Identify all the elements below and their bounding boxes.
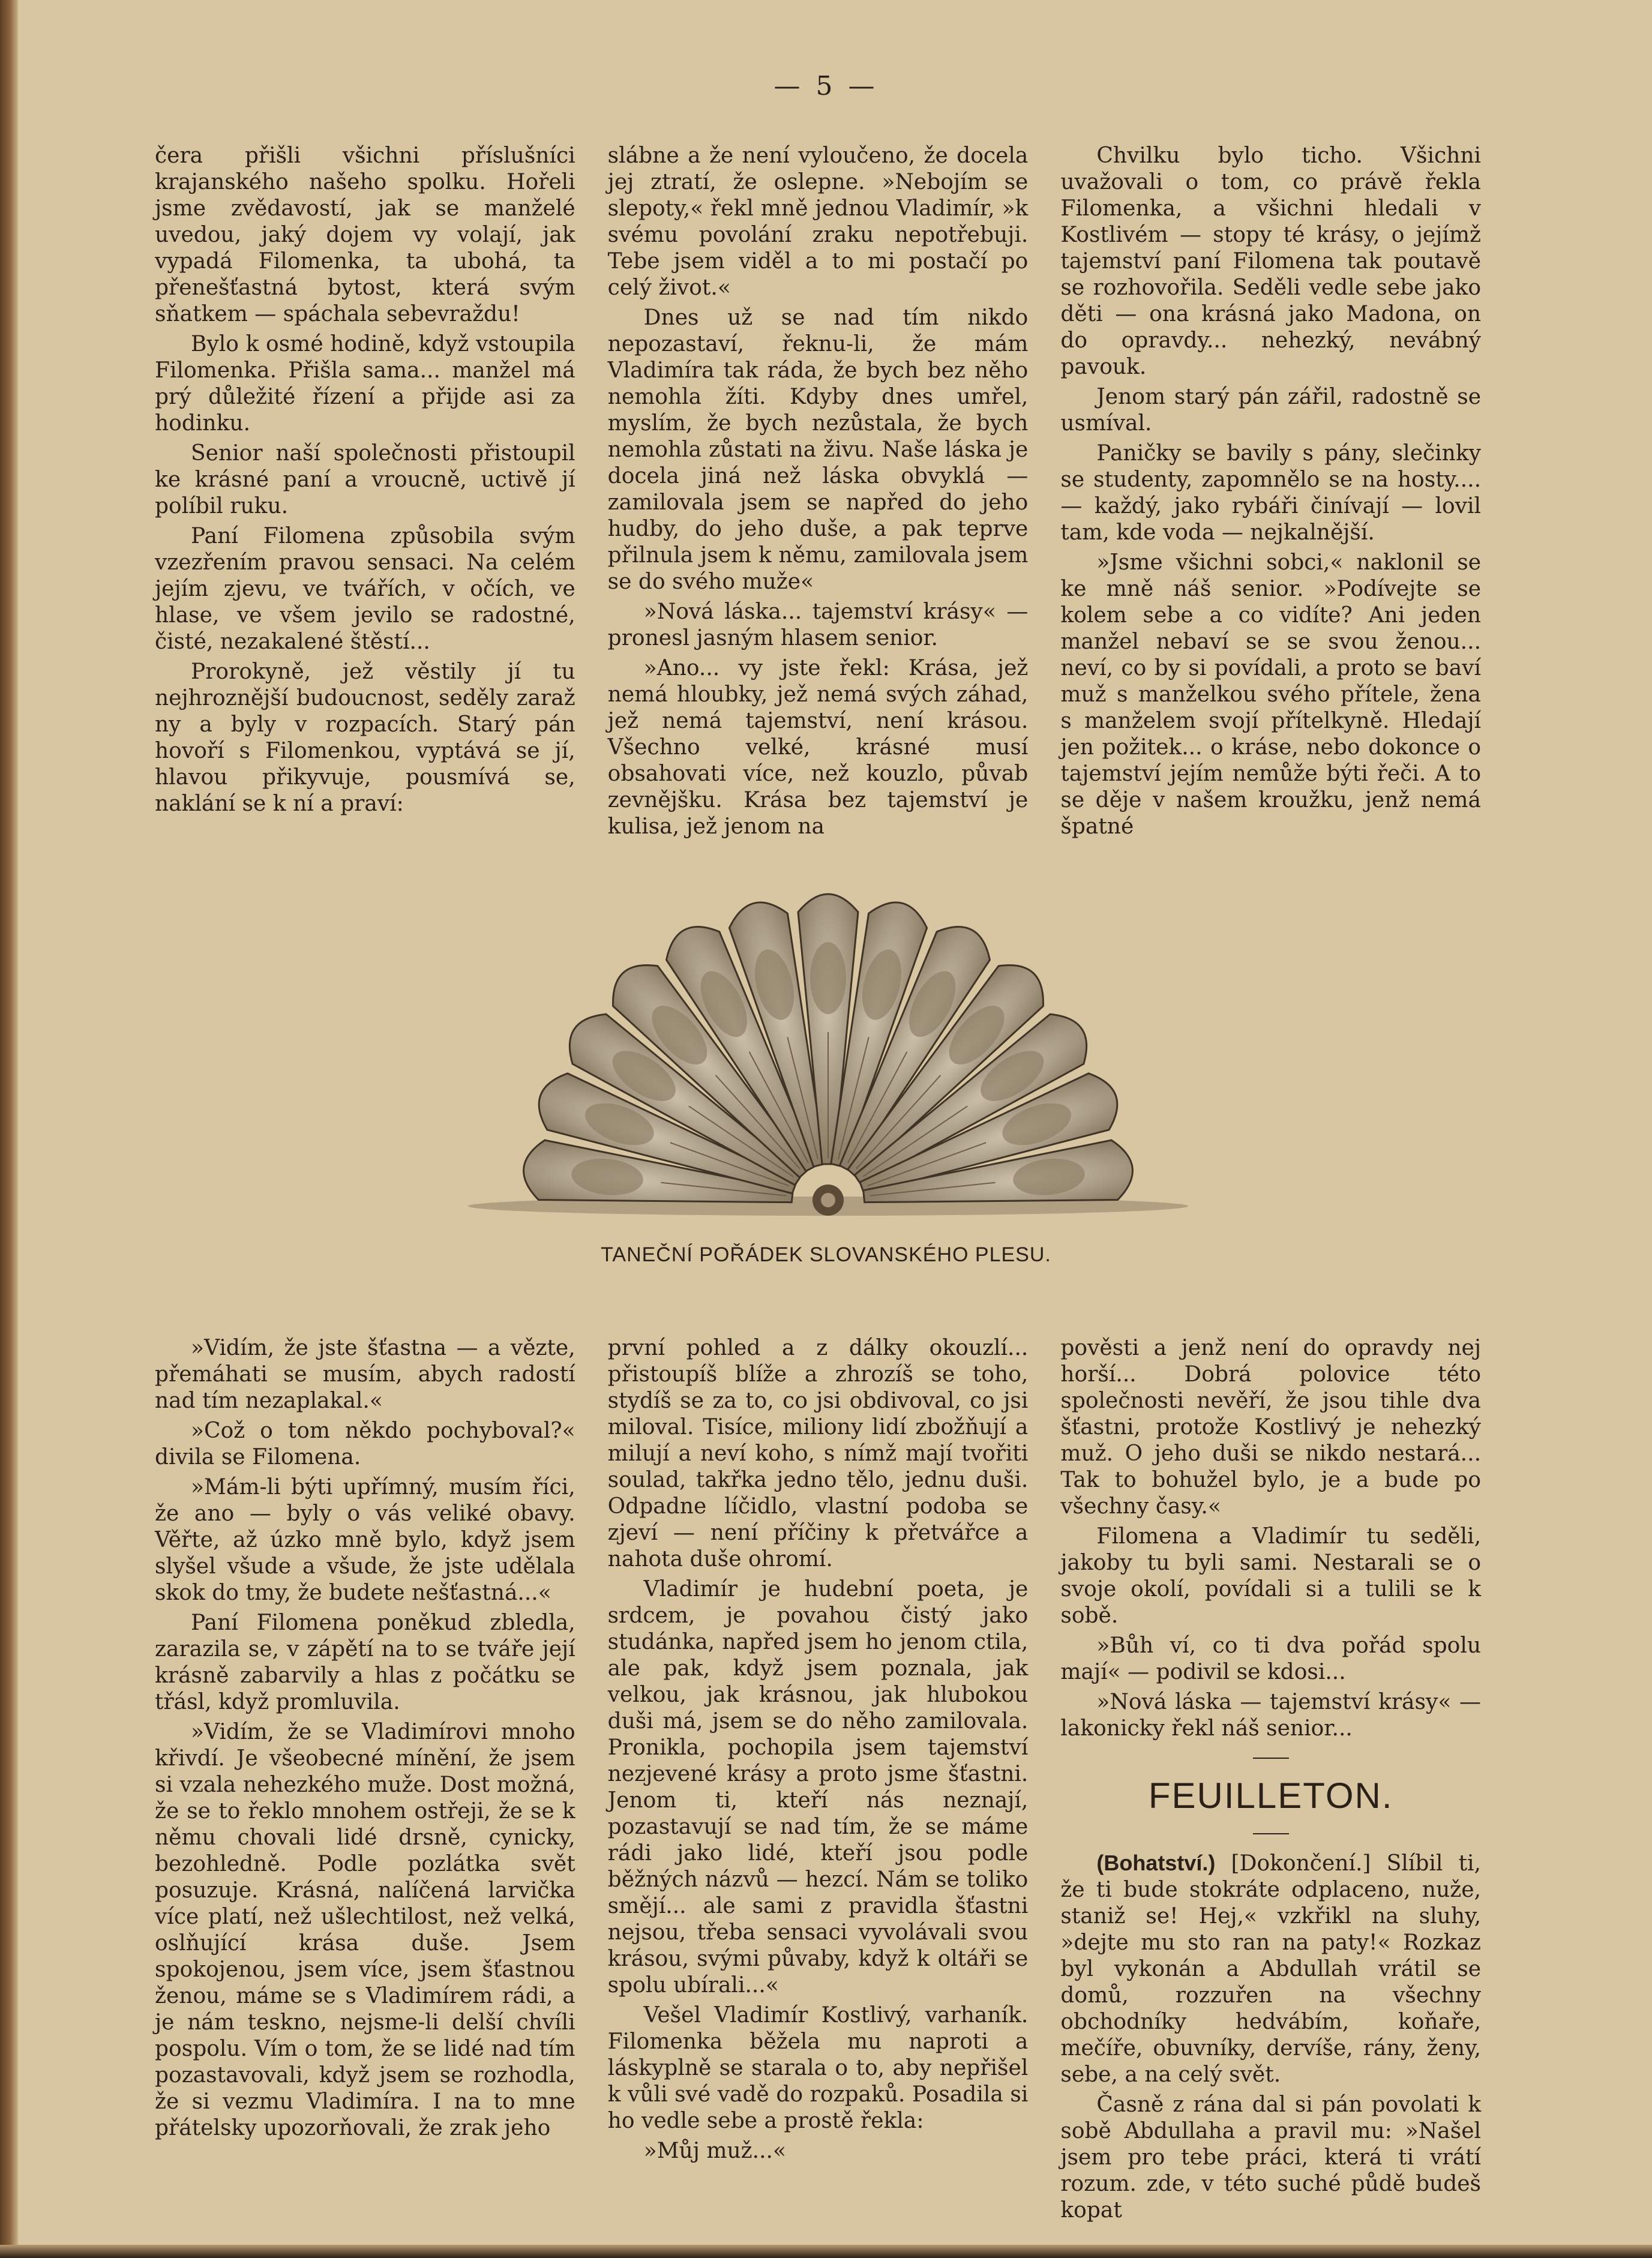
section-divider [1253,1758,1289,1759]
paragraph: Filomena a Vladimír tu seděli, jakoby tu byli sami. Nestarali se o svoje okolí, povídali si a tulili se k sobě. [1060,1524,1482,1628]
paragraph: »Mám-li býti upřímný, musím říci, že ano — byly o vás veliké obavy. Věřte, až úzko mně bylo, když jsem slyšel všude a všude, že jste udělala skok do tmy, že budete nešťastná...« [155,1475,575,1605]
top-columns [155,143,1482,839]
paragraph: »Bůh ví, co ti dva pořád spolu mají« — podivil se kdosi... [1060,1633,1482,1684]
paragraph: Paničky se bavily s pány, slečinky se studenty, zapomnělo se na hosty.... — každý, jako rybáři činívají — lovil tam, kde voda — nejkalnější. [1060,441,1482,545]
fan-image [444,846,1212,1218]
bottom-column-3 [1060,1335,1482,2223]
bottom-column-2 [608,1335,1029,2163]
feuilleton-heading: FEUILLETON. [1148,1776,1393,1816]
paragraph: Paní Filomena způsobila svým vzezřením pravou sensaci. Na celém jejím zjevu, ve tvářích, v očích, ve hlase, ve všem jevilo se radostné, čisté, nezakalené štěstí... [155,524,575,654]
paragraph: Chvilku bylo ticho. Všichni uvažovali o tom, co právě řekla Filomenka, a všichni hledali v Kostlivém — stopy té krásy, o jejímž tajemství paní Filomena tak poutavě se rozhovořila. Seděli vedle sebe jako děti — ona krásná jako Madona, on do opravdy... nehezký, nevábný pavouk. [1060,143,1482,379]
paragraph: »Vidím, že se Vladimírovi mnoho křivdí. Je všeobecné mínění, že jsem si vzala nehezkého muže. Dost možná, že se to řeklo mnohem ostřeji, že se k němu chovali lidé drsně, cynicky, bezohledně. Podle pozlátka svět posuzuje. Krásná, nalíčená larvička více platí, než ušlechtilost, než velká, oslňující krása duše. Jsem spokojenou, jsem více, jsem šťastnou ženou, máme se s Vladimírem rádi, a je nám teskno, nejsme-li delší chvíli pospolu. Vím o tom, že se lidé nad tím pozastavovali, když jsem se rozhodla, že si vezmu Vladimíra. I na to mne přátelsky upozorňovali, že zrak jeho [155,1720,575,2140]
paragraph: Paní Filomena poněkud zbledla, zarazila se, v zápětí na to se tváře její krásně zabarvily a hlas z počátku se třásl, když promluvila. [155,1611,575,1714]
paragraph: Jenom starý pán zářil, radostně se usmíval. [1060,385,1482,436]
feuilleton-continuation-note: [Dokončení.] [1231,1851,1371,1876]
paragraph: »Ano... vy jste řekl: Krása, jež nemá hloubky, jež nemá svých záhad, jež nemá tajemství, není krásou. Všechno velké, krásné musí obsahovati více, než kouzlo, půvab zevnějšku. Krása bez tajemství je kulisa, jež jenom na [607,656,1029,839]
paragraph: »Nová láska — tajemství krásy« — lakonicky řekl náš senior... [1060,1690,1482,1741]
paragraph: Vešel Vladimír Kostlivý, varhaník. Filomenka běžela mu naproti a láskyplně se starala o to, aby nepřišel k vůli své vadě do rozpaků. Posadila si ho vedle sebe a prostě řekla: [607,2003,1029,2133]
paragraph: Dnes už se nad tím nikdo nepozastaví, řeknu-li, že mám Vladimíra tak ráda, že bych bez něho nemohla žíti. Kdyby dnes umřel, myslím, že bych nezůstala, že bych nemohla zůstati na živu. Naše láska je docela jiná než láska obvyklá — zamilovala jsem se napřed do jeho hudby, do jeho duše, a pak teprve přilnula jsem k němu, zamilovala jsem se do svého muže« [607,305,1029,594]
page-number: — 5 — [773,71,879,101]
page-binding-shadow [0,0,18,2258]
paragraph: »Můj muž...« [643,2139,786,2163]
section-divider [1253,1833,1289,1834]
paragraph: Senior naší společnosti přistoupil ke krásné paní a vroucně, uctivě jí políbil ruku. [155,441,575,518]
feuilleton-text: Slíbil ti, že ti bude stokráte odplaceno, nuže, staniž se! Hej,« vzkřikl na sluhy, »dejte mu sto ran na paty!« Rozkaz byl vykonán a Abdullah vrátil se domů, rozzuřen na všechny obchodníky hedvábím, koňaře, mečíře, obuvníky, dervíše, rány, ženy, sebe, a na celý svět. [1060,1851,1482,2087]
paragraph: pověsti a jenž není do opravdy nej horší... Dobrá polovice této společnosti nevěří, že jsou tihle dva šťastni, protože Kostlivý je nehezký muž. O jeho duši se nikdo nestará... Tak to bohužel bylo, je a bude po všechny časy.« [1060,1336,1482,1519]
paragraph: »Vidím, že jste šťastna — a vězte, přemáhati se musím, abych radostí nad tím nezaplakal.« [155,1336,575,1413]
paragraph: »Jsme všichni sobci,« naklonil se ke mně náš senior. »Podívejte se kolem sebe a co vidíte? Ani jeden manžel nebaví se se svou ženou... neví, co by si povídali, a proto se baví muž s manželkou svého přítele, žena s manželem svojí přítelkyně. Hledají jen požitek... o kráse, nebo dokonce o tajemství jejím nemůže býti řeči. A to se děje v našem kroužku, jenž nemá špatné [1060,550,1482,839]
dance-card-fan-illustration [444,846,1212,1218]
top-column-3 [1060,143,1482,839]
paragraph: Prorokyně, jež věstily jí tu nejhroznější budoucnost, seděly zaraž ny a byly v rozpacích. Starý pán hovoří s Filomenkou, vyptává se jí, hlavou přikyvuje, pousmívá se, naklání se k ní a praví: [155,659,575,816]
bottom-columns [155,1335,1482,2223]
feuilleton-lead-title: (Bohatství.) [1096,1851,1216,1875]
paragraph: »Nová láska... tajemství krásy« — pronesl jasným hlasem senior. [607,599,1029,650]
paragraph: slábne a že není vyloučeno, že docela jej ztratí, že oslepne. »Nebojím se slepoty,« řekl mně jednou Vladimír, »k svému povolání zraku nepotřebuji. Tebe jsem viděl a to mi postačí po celý život.« [607,143,1029,300]
figure-caption: TANEČNÍ POŘÁDEK SLOVANSKÉHO PLESU. [601,1243,1051,1266]
top-column-1 [155,143,575,816]
paragraph: »Což o tom někdo pochyboval?« divila se Filomena. [155,1419,575,1470]
page-bottom-edge [0,2245,1652,2258]
paragraph: čera přišli všichni příslušníci krajanského našeho spolku. Hořeli jsme zvědavostí, jak se manželé uvedou, jaký dojem vy volají, jak vypadá Filomenka, ta ubohá, ta přenešťastná bytost, která svým sňatkem — spáchala sebevraždu! [155,143,575,326]
paragraph: první pohled a z dálky okouzlí... přistoupíš blíže a zhrozíš se toho, stydíš se za to, co jsi obdivoval, co jsi miloval. Tisíce, miliony lidí zbožňují a milují a neví koho, s nímž mají tvořiti soulad, takřka jedno tělo, jednu duši. Odpadne líčidlo, vlastní podoba se zjeví — není příčiny k přetvářce a nahota duše ohromí. [607,1336,1029,1572]
paragraph: Bylo k osmé hodině, když vstoupila Filomenka. Přišla sama... manžel má prý důležité řízení a přijde asi za hodinku. [155,332,575,436]
bottom-column-1 [155,1335,575,2163]
paragraph: Časně z rána dal si pán povolati k sobě Abdullaha a pravil mu: »Našel jsem pro tebe práci, která ti vrátí rozum. zde, v této suché půdě budeš kopat [1060,2092,1482,2223]
paragraph: Vladimír je hudební poeta, je srdcem, je povahou čistý jako studánka, napřed jsem ho jenom ctila, ale pak, když jsem poznala, jak velkou, jak krásnou, jak hlubokou duši má, jsem se do něho zamilovala. Pronikla, pochopila jsem tajemství nezjevené krásy a proto jsme šťastni. Jenom ti, kteří nás neznají, pozastavují se nad tím, že se máme rádi jako lidé, kteří jsou podle běžných názvů — hezcí. Nám se toliko smějí... ale sami z pravidla šťastni nejsou, třeba sensaci vyvolávali svou krásou, svými půvaby, když k oltáři se spolu ubírali...« [607,1577,1029,1998]
top-column-2 [607,143,1029,839]
